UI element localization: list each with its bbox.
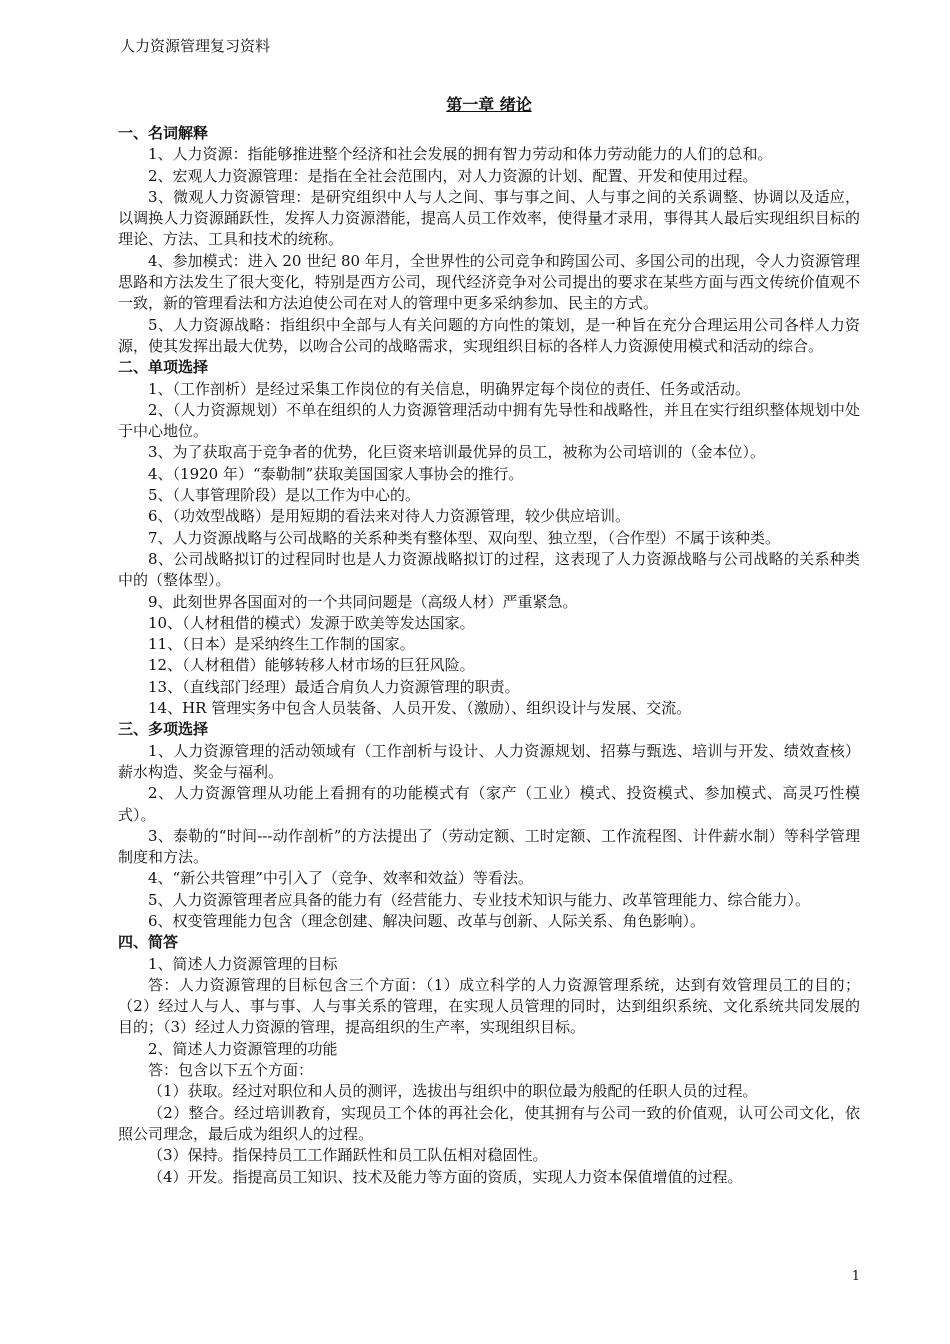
section-single-choice <box>118 357 860 719</box>
paragraph: 12、（人材租借）能够转移人材市场的巨狂风险。 <box>148 656 475 675</box>
paragraph: 6、权变管理能力包含（理念创建、解决问题、改革与创新、人际关系、角色影响）。 <box>148 911 706 930</box>
section-multiple-choice <box>118 719 860 932</box>
section-heading: 四、简答 <box>118 933 179 952</box>
paragraph: 14、HR 管理实务中包含人员装备、人员开发、（激励）、组织设计与发展、交流。 <box>148 699 692 718</box>
page-header: 人力资源管理复习资料 <box>120 37 271 55</box>
paragraph: 1、人力资源管理的活动领域有（工作剖析与设计、人力资源规划、招募与甄选、培训与开发、绩效查核）薪水构造、奖金与福利。 <box>118 741 860 781</box>
paragraph: 2、简述人力资源管理的功能 <box>148 1039 338 1058</box>
paragraph: 9、此刻世界各国面对的一个共同问题是（高级人材）严重紧急。 <box>148 592 578 611</box>
chapter-title: 第一章 绪论 <box>446 95 532 114</box>
paragraph: 4、参加模式：进入 20 世纪 80 年月，全世界性的公司竞争和跨国公司、多国公司的出现，令人力资源管理思路和方法发生了很大变化，特别是西方公司，现代经济竞争对公司提出的要求在某些方面与西文传统价值观不一致，新的管理看法和方法迫使公司在对人的管理中更多采纳参加、民主的方式。 <box>118 251 860 313</box>
paragraph: 答：包含以下五个方面： <box>148 1061 314 1080</box>
paragraph: 1、（工作剖析）是经过采集工作岗位的有关信息，明确界定每个岗位的责任、任务或活动。 <box>148 379 751 398</box>
paragraph: （1）获取。经过对职位和人员的测评，选拔出与组织中的职位最为般配的任职人员的过程。 <box>148 1082 758 1101</box>
section-heading: 一、名词解释 <box>118 124 209 142</box>
paragraph: 8、公司战略拟订的过程同时也是人力资源战略拟订的过程，这表现了人力资源战略与公司战略的关系种类中的（整体型）。 <box>118 549 860 590</box>
paragraph: 6、（功效型战略）是用短期的看法来对待人力资源管理，较少供应培训。 <box>148 507 631 526</box>
section-heading: 二、单项选择 <box>118 358 209 377</box>
section-short-answer <box>118 932 860 1188</box>
section-definitions <box>118 123 860 357</box>
paragraph: 10、（人材租借的模式）发源于欧美等发达国家。 <box>148 613 475 632</box>
paragraph: 答：人力资源管理的目标包含三个方面：（1）成立科学的人力资源管理系统，达到有效管理员工的目的；（2）经过人与人、事与事、人与事关系的管理，在实现人员管理的同时，达到组织系统、文化系统共同发展的目的；（3）经过人力资源的管理，提高组织的生产率，实现组织目标。 <box>118 975 860 1037</box>
paragraph: 4、“新公共管理”中引入了（竞争、效率和效益）等看法。 <box>148 869 533 888</box>
paragraph: 5、人力资源管理者应具备的能力有（经营能力、专业技术知识与能力、改革管理能力、综合能力）。 <box>148 890 811 909</box>
paragraph: 5、人力资源战略：指组织中全部与人有关问题的方向性的策划，是一种旨在充分合理运用公司各样人力资源，使其发挥出最大优势，以吻合公司的战略需求，实现组织目标的各样人力资源使用模式和活动的综合。 <box>118 315 860 355</box>
paragraph: （3）保持。指保持员工工作踊跃性和员工队伍相对稳固性。 <box>148 1146 548 1165</box>
paragraph: 2、（人力资源规划）不单在组织的人力资源管理活动中拥有先导性和战略性，并且在实行组织整体规划中处于中心地位。 <box>118 400 860 441</box>
paragraph: 3、为了获取高于竞争者的优势，化巨资来培训最优异的员工，被称为公司培训的（金本位）。 <box>148 443 766 462</box>
page-content <box>118 94 860 1188</box>
paragraph: （4）开发。指提高员工知识、技术及能力等方面的资质，实现人力资本保值增值的过程。 <box>148 1167 743 1186</box>
paragraph: 11、（日本）是采纳终生工作制的国家。 <box>148 635 415 654</box>
paragraph: 7、人力资源战略与公司战略的关系种类有整体型、双向型、独立型，（合作型）不属于该种类。 <box>148 528 781 547</box>
paragraph: （2）整合。经过培训教育，实现员工个体的再社会化，使其拥有与公司一致的价值观，认可公司文化，依照公司理念，最后成为组织人的过程。 <box>118 1103 860 1143</box>
paragraph: 2、宏观人力资源管理：是指在全社会范围内，对人力资源的计划、配置、开发和使用过程。 <box>148 166 758 185</box>
paragraph: 13、（直线部门经理）最适合肩负人力资源管理的职责。 <box>148 677 520 696</box>
page-number: 1 <box>851 1269 860 1284</box>
paragraph: 3、泰勒的“时间---动作剖析”的方法提出了（劳动定额、工时定额、工作流程图、计件薪水制）等科学管理制度和方法。 <box>118 826 860 867</box>
paragraph: 2、人力资源管理从功能上看拥有的功能模式有（家产（工业）模式、投资模式、参加模式、高灵巧性模式）。 <box>118 784 860 824</box>
section-heading: 三、多项选择 <box>118 720 209 739</box>
paragraph: 3、微观人力资源管理：是研究组织中人与人之间、事与事之间、人与事之间的关系调整、协调以及适应，以调换人力资源踊跃性，发挥人力资源潜能，提高人员工作效率，使得量才录用，事得其人最后实现组织目标的理论、方法、工具和技术的统称。 <box>118 187 860 249</box>
paragraph: 4、（1920 年）“泰勒制”获取美国国家人事协会的推行。 <box>148 464 524 483</box>
paragraph: 1、简述人力资源管理的目标 <box>148 954 338 973</box>
paragraph: 5、（人事管理阶段）是以工作为中心的。 <box>148 486 421 505</box>
paragraph: 1、人力资源：指能够推进整个经济和社会发展的拥有智力劳动和体力劳动能力的人们的总和。 <box>148 145 773 164</box>
